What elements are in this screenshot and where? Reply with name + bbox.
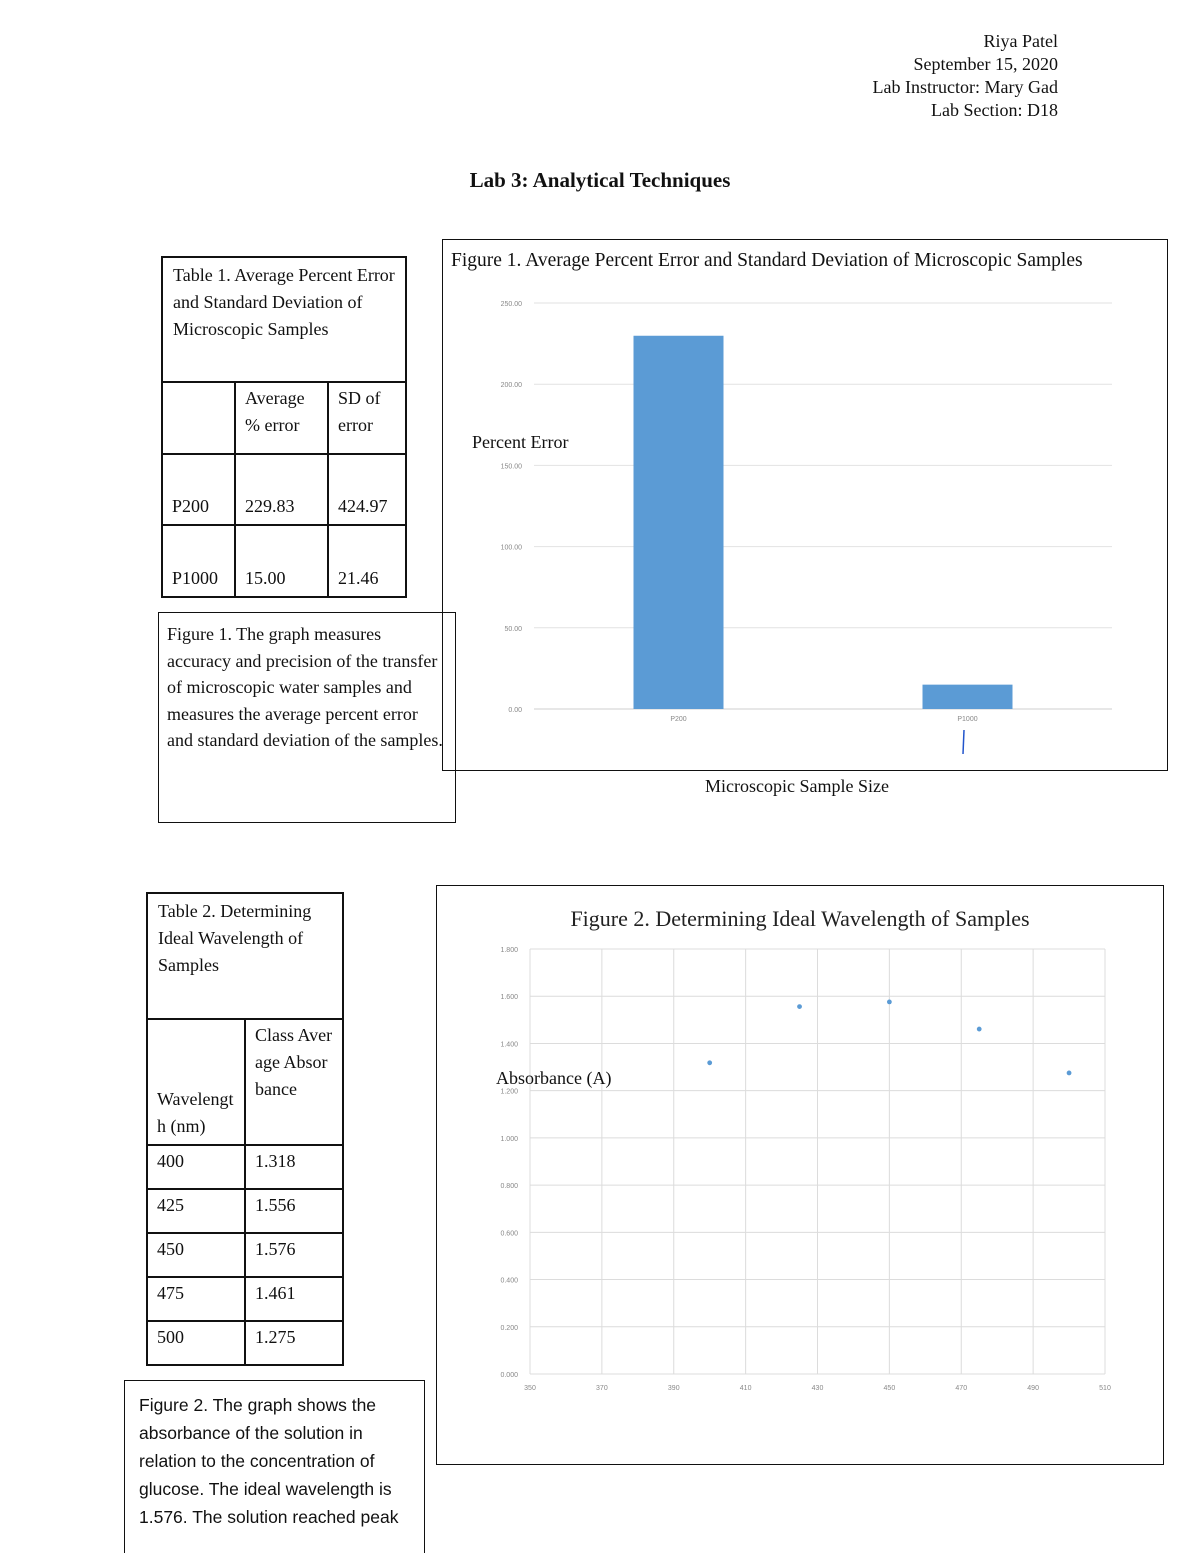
table-2-caption: Table 2. Determining Ideal Wavelength of Samples	[147, 893, 343, 1019]
y-axis-label: Percent Error	[472, 432, 569, 452]
x-tick-label: 490	[1027, 1385, 1039, 1392]
y-tick-label: 1.000	[500, 1135, 518, 1143]
y-tick-label: 150.00	[500, 463, 522, 471]
table-cell: 15.00	[235, 525, 328, 597]
bar	[634, 336, 724, 709]
x-tick-label: 470	[955, 1385, 968, 1392]
y-tick-label: 0.200	[500, 1324, 518, 1332]
table-cell: 400	[147, 1145, 245, 1189]
y-tick-label: 0.000	[500, 1372, 518, 1379]
table-2-header-cell: Wavelength (nm)	[147, 1019, 245, 1145]
table-2	[146, 892, 344, 1366]
table-2-header-row	[147, 1019, 343, 1145]
y-tick-label: 0.400	[500, 1277, 518, 1285]
x-tick-label: 450	[883, 1385, 896, 1392]
document-header	[873, 30, 1058, 122]
table-1-header-row	[162, 382, 406, 454]
y-tick-label: 1.200	[500, 1088, 518, 1096]
y-tick-label: 0.600	[500, 1230, 518, 1238]
y-tick-label: 50.00	[504, 625, 522, 633]
data-point	[1067, 1071, 1072, 1076]
table-row	[147, 1321, 343, 1365]
chart-title: Figure 1. Average Percent Error and Standard Deviation of Microscopic Samples	[451, 250, 1083, 271]
y-tick-label: 0.800	[500, 1183, 518, 1191]
table-1-caption: Table 1. Average Percent Error and Standard Deviation of Microscopic Samples	[162, 257, 406, 382]
table-cell: 1.576	[245, 1233, 343, 1277]
table-1-header-cell: Average % error	[235, 382, 328, 454]
x-tick-label: 410	[739, 1385, 752, 1392]
data-point	[887, 999, 892, 1004]
y-tick-label: 250.00	[500, 301, 522, 308]
table-cell: 21.46	[328, 525, 406, 597]
table-1-header-cell: SD of error	[328, 382, 406, 454]
table-1-header-cell	[162, 382, 235, 454]
table-row	[147, 1145, 343, 1189]
y-tick-label: 1.600	[500, 994, 518, 1002]
lab-instructor: Lab Instructor: Mary Gad	[872, 77, 1058, 97]
table-row	[162, 525, 406, 597]
figure-2-caption: Figure 2. The graph shows the absorbance of the solution in relation to the concentration of glucose. The ideal wavelength is 1.576. The solution reached peak	[124, 1380, 425, 1553]
y-tick-label: 1.400	[500, 1041, 518, 1049]
table-cell: 1.275	[245, 1321, 343, 1365]
x-tick-label: 510	[1099, 1385, 1111, 1392]
report-date: September 15, 2020	[913, 54, 1058, 74]
table-row	[147, 1233, 343, 1277]
author-name: Riya Patel	[983, 31, 1058, 51]
table-row	[162, 454, 406, 525]
table-2-header-cell: Class Average Absorbance	[245, 1019, 343, 1145]
table-cell: 450	[147, 1233, 245, 1277]
x-axis-label: Microscopic Sample Size	[705, 776, 889, 796]
bar	[923, 685, 1013, 709]
x-tick-label: 390	[667, 1385, 680, 1392]
table-cell: P1000	[162, 525, 235, 597]
data-point	[707, 1060, 712, 1065]
x-tick-label: 430	[811, 1385, 824, 1392]
x-tick-label: P200	[670, 716, 687, 723]
table-row	[147, 1189, 343, 1233]
table-cell: 475	[147, 1277, 245, 1321]
table-cell: P200	[162, 454, 235, 525]
x-tick-label: 370	[596, 1385, 608, 1392]
chart-title: Figure 2. Determining Ideal Wavelength of Samples	[570, 906, 1030, 931]
table-cell: 500	[147, 1321, 245, 1365]
y-tick-label: 100.00	[500, 544, 522, 552]
data-point	[977, 1027, 982, 1032]
table-1	[161, 256, 407, 598]
y-tick-label: 200.00	[500, 382, 522, 390]
figure-1-caption: Figure 1. The graph measures accuracy and precision of the transfer of microscopic water samples and measures the average percent error and standard deviation of the samples.	[158, 612, 456, 823]
document-title: Lab 3: Analytical Techniques	[469, 168, 731, 192]
y-axis-label: Absorbance (A)	[496, 1068, 612, 1088]
y-tick-label: 1.800	[500, 947, 518, 954]
x-tick-label: P1000	[957, 716, 978, 723]
table-row	[147, 1277, 343, 1321]
data-point	[797, 1004, 802, 1009]
table-cell: 1.556	[245, 1189, 343, 1233]
figure-2-scatter-chart	[436, 885, 1164, 1465]
table-cell: 424.97	[328, 454, 406, 525]
figure-1-bar-chart	[442, 239, 1168, 799]
table-cell: 1.318	[245, 1145, 343, 1189]
table-cell: 1.461	[245, 1277, 343, 1321]
x-tick-label: 350	[524, 1385, 536, 1392]
y-tick-label: 0.00	[508, 707, 522, 714]
table-cell: 425	[147, 1189, 245, 1233]
lab-section: Lab Section: D18	[931, 100, 1058, 120]
text-cursor-mark	[963, 730, 964, 754]
table-cell: 229.83	[235, 454, 328, 525]
